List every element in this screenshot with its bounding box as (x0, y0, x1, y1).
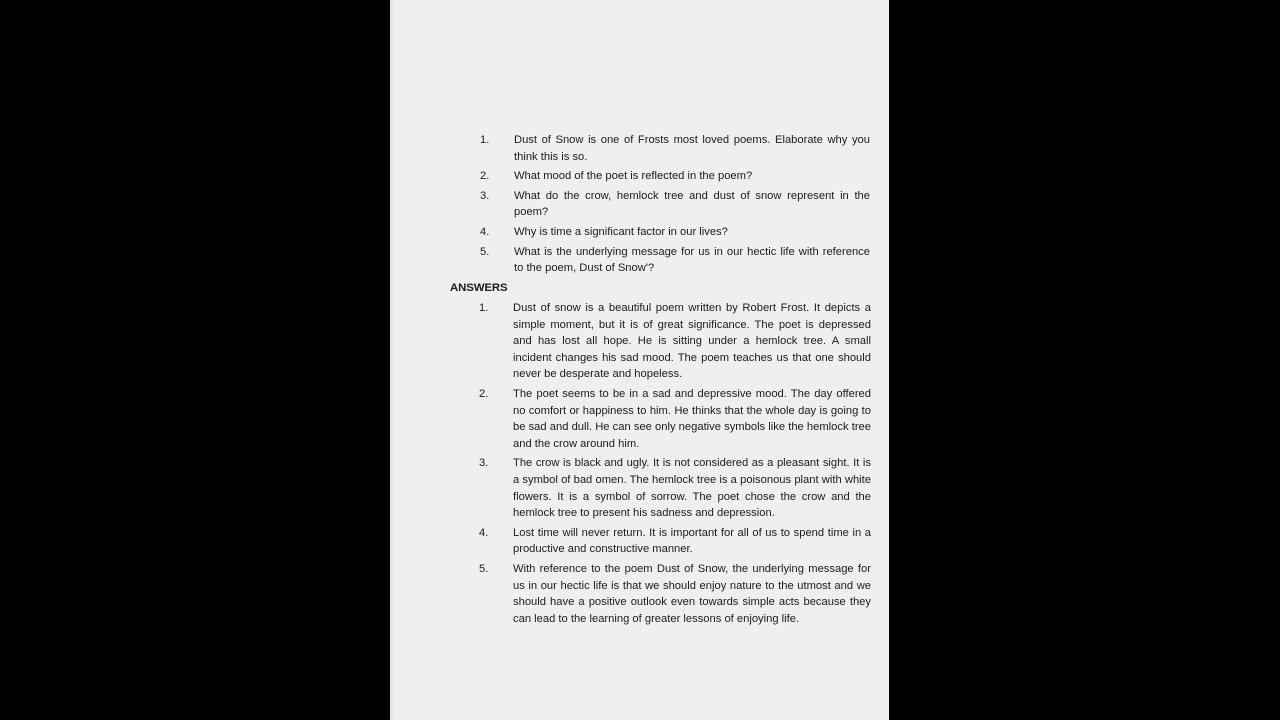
answer-number: 1. (479, 302, 489, 314)
question-item (480, 224, 870, 241)
answers-list (479, 300, 871, 630)
answer-item (479, 386, 871, 452)
document-page (390, 0, 889, 720)
answer-text: The poet seems to be in a sad and depressive mood. The day offered no comfort or happiness to him. He thinks that the whole day is going to be sad and dull. He can see only negative symbols like the hemlock tree and the crow around him. (513, 387, 871, 450)
question-number: 3. (480, 189, 490, 202)
answer-item (479, 561, 871, 627)
answer-text: The crow is black and ugly. It is not considered as a pleasant sight. It is a symbol of bad omen. The hemlock tree is a poisonous plant with white flowers. It is a symbol of sorrow. The poet chose the crow and the hemlock tree to present his sadness and depression. (513, 457, 871, 520)
answer-text: With reference to the poem Dust of Snow, the underlying message for us in our hectic life is that we should enjoy nature to the utmost and we should have a positive outlook even towards simple acts because they can lead to the learning of greater lessons of enjoying life. (513, 562, 871, 625)
question-text: What mood of the poet is reflected in the poem? (514, 170, 753, 183)
questions-list (480, 132, 870, 280)
answer-number: 3. (479, 457, 489, 470)
question-number: 2. (480, 170, 490, 183)
question-item (480, 244, 870, 277)
question-number: 4. (480, 225, 490, 238)
answers-heading: ANSWERS (450, 282, 508, 294)
question-number: 5. (480, 245, 490, 258)
question-number: 1. (480, 134, 490, 146)
question-item (480, 168, 870, 185)
answer-number: 2. (479, 387, 489, 400)
question-text: What do the crow, hemlock tree and dust of snow represent in the poem? (514, 189, 870, 219)
answer-number: 5. (479, 562, 489, 575)
question-item (480, 132, 870, 165)
question-text: What is the underlying message for us in our hectic life with reference to the poem, Dust of Snow'? (514, 245, 870, 275)
question-text: Dust of Snow is one of Frosts most loved poems. Elaborate why you think this is so. (514, 134, 870, 163)
answer-item (479, 300, 871, 383)
question-item (480, 188, 870, 221)
answer-number: 4. (479, 526, 489, 539)
answer-text: Dust of snow is a beautiful poem written by Robert Frost. It depicts a simple moment, but it is of great significance. The poet is depressed and has lost all hope. He is sitting under a hemlock tree. A small incident changes his sad mood. The poem teaches us that one should never be desperate and hopeless. (513, 302, 871, 381)
question-text: Why is time a significant factor in our lives? (514, 225, 728, 238)
answer-item (479, 525, 871, 558)
answer-item (479, 455, 871, 521)
answer-text: Lost time will never return. It is important for all of us to spend time in a productive and constructive manner. (513, 526, 871, 556)
